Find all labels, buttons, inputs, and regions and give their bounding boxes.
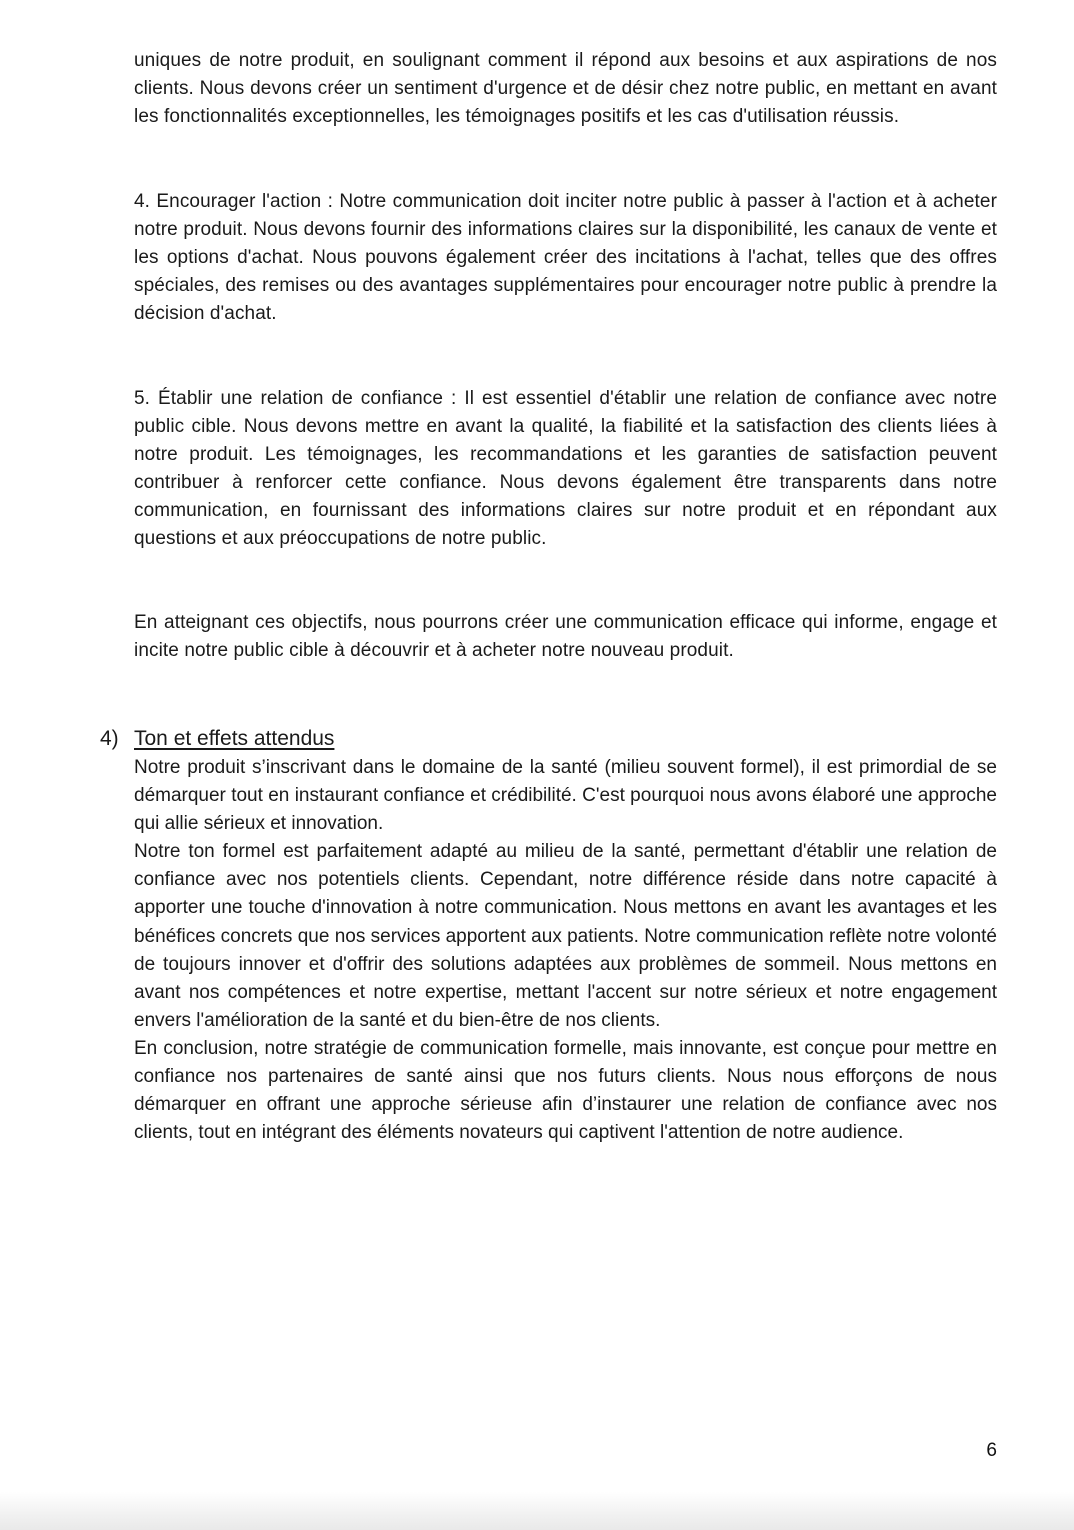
paragraph-objectifs-conclusion: En atteignant ces objectifs, nous pourrons créer une communication efficace qui informe, engage et incite notre public cible à découvrir et à acheter notre nouveau produit. xyxy=(134,612,997,662)
section-number: 4) xyxy=(100,727,119,750)
paragraph-intro: uniques de notre produit, en soulignant comment il répond aux besoins et aux aspirations de nos clients. Nous devons créer un sentiment d'urgence et de désir chez notre public, en mettant en avant les fonctionnalités exceptionnelles, les témoignages positifs et les cas d'utilisation réussis. xyxy=(134,50,997,128)
page-bottom-edge xyxy=(0,1492,1074,1530)
section-paragraph-3: En conclusion, notre stratégie de communication formelle, mais innovante, est conçue pour mettre en confiance nos partenaires de santé ainsi que nos futurs clients. Nous nous efforçons de nous démarquer en offrant une approche sérieuse afin d’instaurer une relation de confiance avec nos clients, tout en intégrant des éléments novateurs qui captivent l'attention de notre audience. xyxy=(134,1037,997,1144)
section-paragraph-2: Notre ton formel est parfaitement adapté au milieu de la santé, permettant d'établir une relation de confiance avec nos potentiels clients. Cependant, notre différence réside dans notre capacité à apporter une touche d'innovation à notre communication. Nous mettons en avant les avantages et les bénéfices concrets que nos services apportent aux patients. Notre communication reflète notre volonté de toujours innover et d'offrir des solutions adaptées aux problèmes de sommeil. Nous mettons en avant nos compétences et notre expertise, mettant l'accent sur notre sérieux et notre engagement envers l'amélioration de la santé et du bien-être de nos clients. xyxy=(134,841,997,1031)
section-paragraph-1: Notre produit s’inscrivant dans le domaine de la santé (milieu souvent formel), il est primordial de se démarquer tout en instaurant confiance et crédibilité. C'est pourquoi nous avons élaboré une approche qui allie sérieux et innovation. xyxy=(134,757,997,835)
paragraph-relation-confiance: 5. Établir une relation de confiance : Il est essentiel d'établir une relation de confiance avec notre public cible. Nous devons mettre en avant la qualité, la fiabilité et la satisfaction des clients liées à notre produit. Les témoignages, les recommandations et les garanties de satisfaction peuvent contribuer à renforcer cette confiance. Nous devons également être transparents dans notre communication, en fournissant des informations claires sur notre produit et en répondant aux questions et aux préoccupations de notre public. xyxy=(134,388,997,550)
section-title: Ton et effets attendus xyxy=(134,727,335,750)
paragraph-encourager-action: 4. Encourager l'action : Notre communication doit inciter notre public à passer à l'action et à acheter notre produit. Nous devons fournir des informations claires sur la disponibilité, les canaux de vente et les options d'achat. Nous pouvons également créer des incitations à l'achat, telles que des offres spéciales, des remises ou des avantages supplémentaires pour encourager notre public à prendre la décision d'achat. xyxy=(134,191,997,325)
page-number: 6 xyxy=(986,1440,997,1461)
section-body xyxy=(134,754,997,1147)
